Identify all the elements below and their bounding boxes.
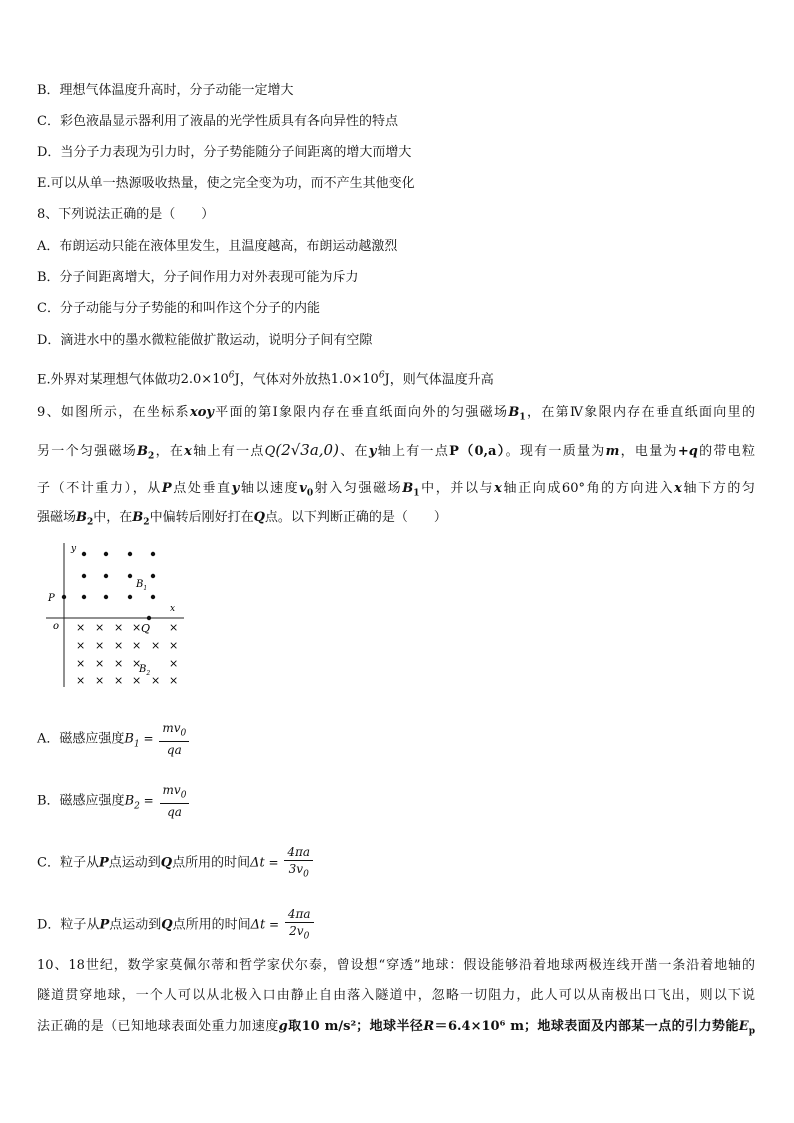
q8-option-c: C．分子动能与分子势能的和叫作这个分子的内能 <box>37 301 320 316</box>
option-d-fraction: $\frac{4\pi a}{2v_0}$ <box>285 907 314 943</box>
q7-option-e: E.可以从单一热源吸收热量，使之完全变为功，而不产生其他变化 <box>37 176 415 191</box>
field-dot <box>128 552 132 556</box>
q9-stem-line-1: 9、如图所示，在坐标系xoy平面的第Ⅰ象限内存在垂直纸面向外的匀强磁场$B_1$，在第Ⅳ象限内存在垂直纸面向里的 <box>37 405 755 423</box>
field-dot <box>151 552 155 556</box>
option-c-fraction: $\frac{4\pi a}{3v_0}$ <box>284 845 313 881</box>
field-cross: × <box>151 674 161 687</box>
field-cross: × <box>169 639 179 652</box>
field-dot <box>104 574 108 578</box>
field-cross: × <box>76 621 86 634</box>
b2-label: $B_2$ <box>139 664 151 677</box>
work-value: $2.0\times 10^6J$ <box>180 371 240 388</box>
q9-stem-line-2: 另一个匀强磁场$B_2$，在x轴上有一点Q(2√3a,0)、在y轴上有一点P（0,a）。现有一质量为m，电量为+q的带电粒 <box>37 441 755 462</box>
q9-option-d: D．粒子从P点运动到Q点所用的时间Δt = $\frac{4\pi a}{2v_0}$ <box>37 907 314 943</box>
point-p-label: P <box>48 593 55 604</box>
field-dot <box>151 574 155 578</box>
q8-option-b: B．分子间距离增大，分子间作用力对外表现可能为斥力 <box>37 270 359 285</box>
field-dot <box>128 574 132 578</box>
b1-label: $B_1$ <box>136 579 148 592</box>
field-cross: × <box>95 639 105 652</box>
field-cross: × <box>76 674 86 687</box>
field-cross: × <box>169 621 179 634</box>
field-cross: × <box>169 657 179 670</box>
q7-option-b: B．理想气体温度升高时，分子动能一定增大 <box>37 83 294 98</box>
option-b-fraction: $\frac{mv_0}{qa}$ <box>160 783 190 819</box>
field-cross: × <box>132 639 142 652</box>
field-cross: × <box>95 621 105 634</box>
field-dot <box>82 595 86 599</box>
q7-option-d: D．当分子力表现为引力时，分子势能随分子间距离的增大而增大 <box>37 145 412 160</box>
point-p <box>62 595 66 599</box>
q-coordinate: (2√3a,0) <box>275 441 339 459</box>
y-axis-label: y <box>71 544 77 554</box>
q8-stem: 8、下列说法正确的是（ ） <box>37 207 215 222</box>
field-cross: × <box>114 674 124 687</box>
q9-stem-line-4: 强磁场$B_2$中，在$B_2$中偏转后刚好打在Q点。以下判断正确的是（ ） <box>37 510 447 528</box>
q10-stem-line-2: 隧道贯穿地球，一个人可以从北极入口由静止自由落入隧道中，忽略一切阻力，此人可以从南极出口飞出，则以下说 <box>37 988 755 1003</box>
field-cross: × <box>114 657 124 670</box>
option-a-fraction: $\frac{mv_0}{qa}$ <box>159 721 189 757</box>
field-dot <box>104 552 108 556</box>
field-dot <box>82 552 86 556</box>
x-axis-label: x <box>170 604 176 614</box>
heat-value: $1.0\times 10^6J$ <box>330 371 390 388</box>
q9-stem-line-3: 子（不计重力），从P点处垂直y轴以速度$v_0$射入匀强磁场$B_1$中，并以与x轴正向成60°角的方向进入x轴下方的匀 <box>37 481 755 499</box>
point-q <box>147 616 151 620</box>
q10-stem-line-3: 法正确的是（已知地球表面处重力加速度g取10 m/s²；地球半径R＝6.4×10⁶ m；地球表面及内部某一点的引力势能$E_p$ <box>37 1019 756 1037</box>
point-q-label: Q <box>141 622 151 635</box>
field-cross: × <box>114 639 124 652</box>
field-dot <box>104 595 108 599</box>
q8-option-e: E.外界对某理想气体做功$2.0\times 10^6J$，气体对外放热$1.0\times 10^6J$，则气体温度升高 <box>37 371 494 388</box>
q9-option-b: B．磁感应强度$B_2$ = $\frac{mv_0}{qa}$ <box>37 783 189 819</box>
magnetic-field-figure <box>44 539 194 689</box>
field-dot <box>82 574 86 578</box>
field-cross: × <box>132 657 142 670</box>
field-cross: × <box>76 639 86 652</box>
q8-option-a: A．布朗运动只能在液体里发生，且温度越高，布朗运动越激烈 <box>37 239 398 254</box>
q9-option-a: A．磁感应强度$B_1$ = $\frac{mv_0}{qa}$ <box>37 721 189 757</box>
field-cross: × <box>95 657 105 670</box>
field-cross: × <box>76 657 86 670</box>
field-b1-dots <box>82 552 155 599</box>
field-cross: × <box>114 621 124 634</box>
origin-label: o <box>53 621 60 632</box>
q9-option-c: C．粒子从P点运动到Q点所用的时间Δt = $\frac{4\pi a}{3v_0}$ <box>37 845 313 881</box>
q10-stem-line-1: 10、18世纪，数学家莫佩尔蒂和哲学家伏尔泰，曾设想“穿透”地球：假设能够沿着地球两极连线开凿一条沿着地轴的 <box>37 958 755 973</box>
field-cross: × <box>151 639 161 652</box>
field-cross: × <box>169 674 179 687</box>
field-dot <box>151 595 155 599</box>
field-dot <box>128 595 132 599</box>
field-cross: × <box>132 621 142 634</box>
field-cross: × <box>132 674 142 687</box>
field-cross: × <box>95 674 105 687</box>
q8-option-d: D．滴进水中的墨水微粒能做扩散运动，说明分子间有空隙 <box>37 333 373 348</box>
q7-option-c: C．彩色液晶显示器利用了液晶的光学性质具有各向异性的特点 <box>37 114 398 129</box>
field-b2-crosses <box>76 621 178 687</box>
